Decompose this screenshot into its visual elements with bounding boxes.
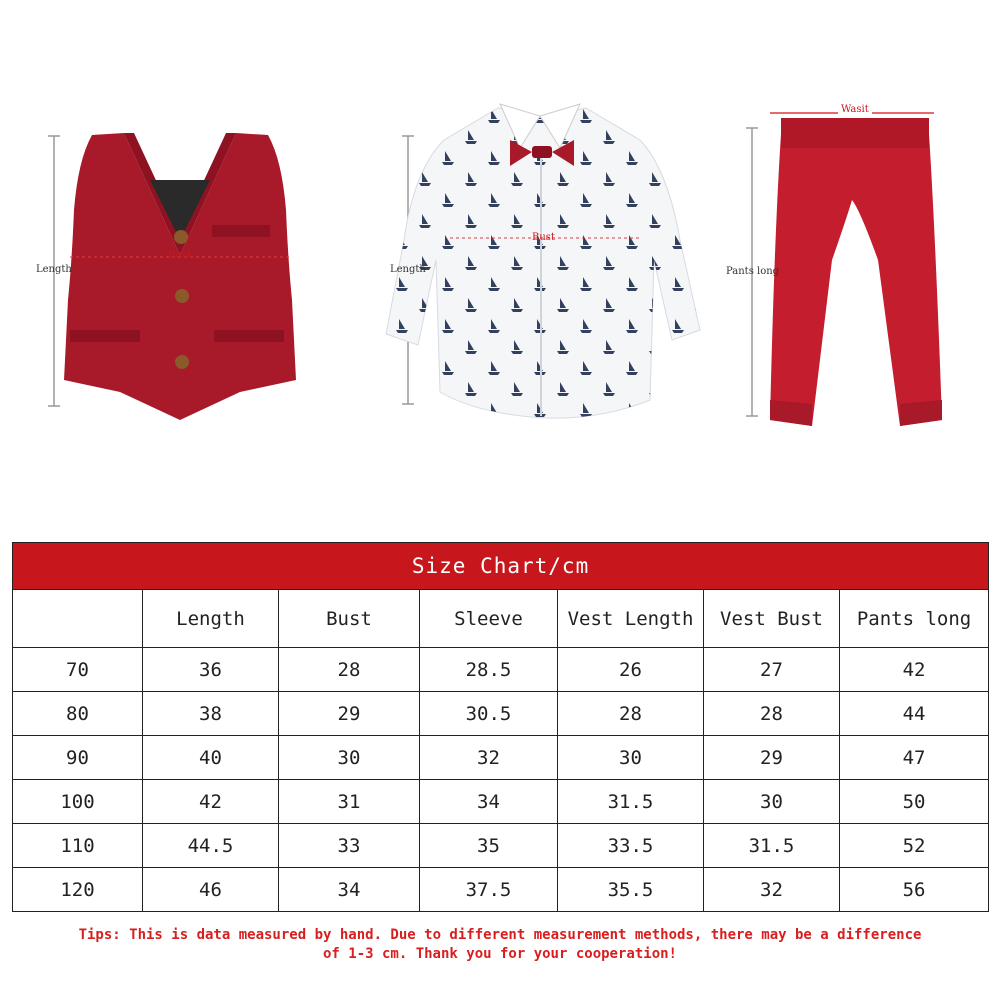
- table-cell: 35.5: [558, 868, 704, 912]
- table-cell: 28: [704, 692, 840, 736]
- table-cell: 31.5: [558, 780, 704, 824]
- column-header: Vest Length: [558, 590, 704, 648]
- table-cell: 50: [840, 780, 989, 824]
- tips-line-1: Tips: This is data measured by hand. Due to different measurement methods, there may be a difference: [78, 927, 922, 943]
- table-cell: 44: [840, 692, 989, 736]
- measurement-tips: [12, 926, 988, 964]
- table-row: [13, 736, 989, 780]
- table-cell: 33: [279, 824, 420, 868]
- shirt-bust-label: Bust: [532, 232, 555, 243]
- table-cell: 28: [279, 648, 420, 692]
- table-cell: 33.5: [558, 824, 704, 868]
- table-cell: 46: [143, 868, 279, 912]
- column-header: Length: [143, 590, 279, 648]
- table-cell: 30: [279, 736, 420, 780]
- table-cell: 42: [143, 780, 279, 824]
- column-header: Sleeve: [420, 590, 558, 648]
- table-cell: 100: [13, 780, 143, 824]
- column-header: Pants long: [840, 590, 989, 648]
- table-cell: 31.5: [704, 824, 840, 868]
- table-cell: 38: [143, 692, 279, 736]
- table-cell: 90: [13, 736, 143, 780]
- table-cell: 30.5: [420, 692, 558, 736]
- table-cell: 40: [143, 736, 279, 780]
- table-cell: 35: [420, 824, 558, 868]
- table-cell: 52: [840, 824, 989, 868]
- table-cell: 28: [558, 692, 704, 736]
- table-cell: 34: [279, 868, 420, 912]
- table-cell: 29: [279, 692, 420, 736]
- table-cell: 47: [840, 736, 989, 780]
- table-cell: 42: [840, 648, 989, 692]
- table-cell: 28.5: [420, 648, 558, 692]
- table-cell: 32: [704, 868, 840, 912]
- table-cell: 30: [558, 736, 704, 780]
- vest-length-label: Length: [36, 264, 72, 275]
- table-row: [13, 780, 989, 824]
- column-header: [13, 590, 143, 648]
- shirt-length-label: Length: [390, 264, 426, 275]
- table-cell: 120: [13, 868, 143, 912]
- pants-waist-label: Wasit: [838, 104, 872, 115]
- column-header: Vest Bust: [704, 590, 840, 648]
- table-cell: 26: [558, 648, 704, 692]
- table-cell: 27: [704, 648, 840, 692]
- table-cell: 29: [704, 736, 840, 780]
- table-cell: 110: [13, 824, 143, 868]
- table-cell: 37.5: [420, 868, 558, 912]
- header-row: [13, 590, 989, 648]
- vest-bust-label: Bust: [168, 250, 191, 261]
- table-cell: 34: [420, 780, 558, 824]
- table-cell: 31: [279, 780, 420, 824]
- table-cell: 70: [13, 648, 143, 692]
- size-chart-table: [12, 542, 989, 912]
- pants-length-label: Pants long: [726, 266, 780, 277]
- table-cell: 56: [840, 868, 989, 912]
- table-row: [13, 824, 989, 868]
- table-cell: 80: [13, 692, 143, 736]
- table-row: [13, 648, 989, 692]
- table-row: [13, 692, 989, 736]
- table-cell: 32: [420, 736, 558, 780]
- shirt-image: [386, 104, 700, 418]
- tips-line-2: of 1-3 cm. Thank you for your cooperation!: [322, 946, 677, 962]
- table-row: [13, 868, 989, 912]
- column-header: Bust: [279, 590, 420, 648]
- table-cell: 36: [143, 648, 279, 692]
- vest-image: [48, 133, 296, 420]
- size-chart-title: Size Chart/cm: [13, 543, 989, 590]
- table-cell: 44.5: [143, 824, 279, 868]
- table-cell: 30: [704, 780, 840, 824]
